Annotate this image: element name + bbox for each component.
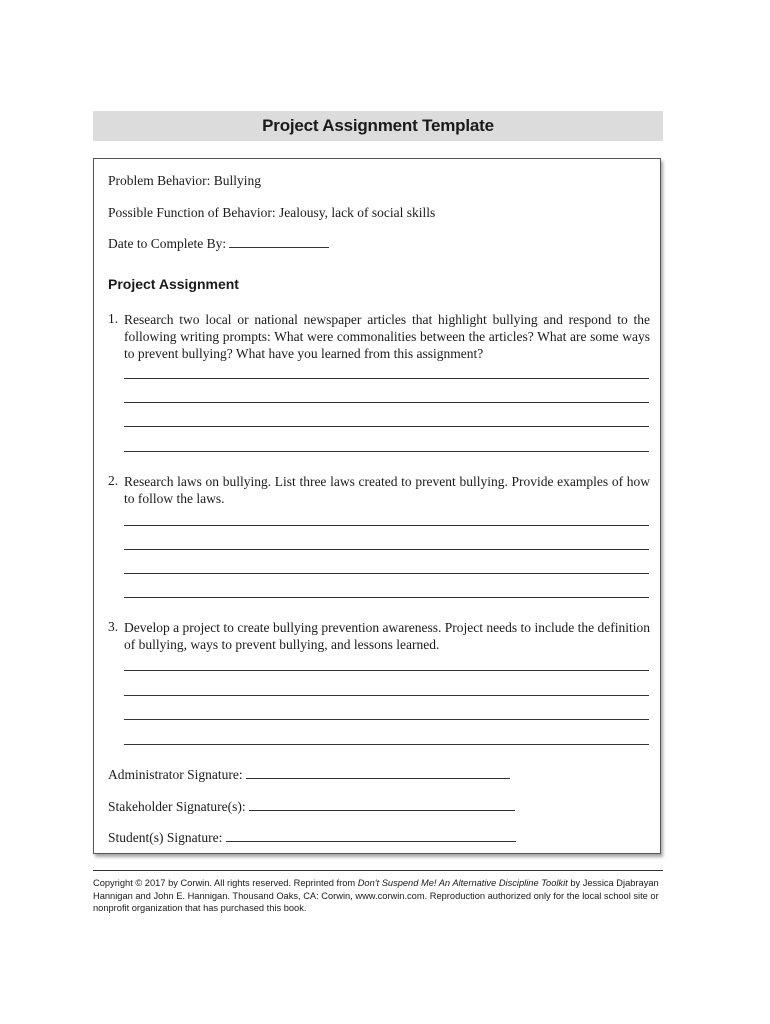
student-signature-blank[interactable] [226, 830, 516, 842]
item-text: Research laws on bullying. List three laws created to prevent bullying. Provide examples of how to follow the laws. [124, 474, 650, 506]
answer-line[interactable] [124, 670, 649, 671]
possible-function-text: Possible Function of Behavior: Jealousy, lack of social skills [108, 205, 436, 220]
date-blank[interactable] [229, 236, 329, 248]
item-number: 3. [108, 619, 119, 634]
date-field [108, 236, 329, 252]
form-box [93, 158, 661, 854]
item-number: 2. [108, 473, 119, 488]
administrator-signature-blank[interactable] [246, 767, 510, 779]
answer-line[interactable] [124, 426, 649, 427]
item-number: 1. [108, 311, 119, 326]
page-title: Project Assignment Template [262, 116, 494, 135]
item-text: Research two local or national newspaper articles that highlight bullying and respond to the following writing prompts: What were commonalities between the articles? What are some ways to prevent bullying? What have you learned from this assignment? [124, 312, 650, 361]
possible-function-field [108, 205, 435, 221]
answer-line[interactable] [124, 597, 649, 598]
student-signature-label: Student(s) Signature: [108, 830, 223, 845]
assignment-item-3 [108, 619, 650, 653]
footer-book-title: Don't Suspend Me! An Alternative Discipline Toolkit [357, 878, 568, 888]
answer-line[interactable] [124, 744, 649, 745]
problem-behavior-text: Problem Behavior: Bullying [108, 173, 261, 188]
answer-line[interactable] [124, 549, 649, 550]
answer-line[interactable] [124, 525, 649, 526]
answer-line[interactable] [124, 451, 649, 452]
administrator-signature-label: Administrator Signature: [108, 767, 243, 782]
administrator-signature [108, 767, 510, 783]
answer-line[interactable] [124, 402, 649, 403]
stakeholder-signature-blank[interactable] [249, 799, 515, 811]
answer-line[interactable] [124, 573, 649, 574]
problem-behavior-field [108, 173, 261, 189]
item-text: Develop a project to create bullying prevention awareness. Project needs to include the definition of bullying, ways to prevent bullying, and lessons learned. [124, 620, 650, 652]
title-bar [93, 111, 663, 141]
assignment-item-1 [108, 311, 650, 362]
copyright-footer [93, 877, 668, 915]
answer-line[interactable] [124, 695, 649, 696]
stakeholder-signature-label: Stakeholder Signature(s): [108, 799, 246, 814]
footer-text-after: by Jessica Djabrayan Hannigan and John E. Hannigan. Thousand Oaks, CA: Corwin, www.corwin.com. Reproduction authorized only for the local school site or nonprofit organization that has purchased this book. [93, 878, 659, 913]
answer-line[interactable] [124, 378, 649, 379]
section-heading: Project Assignment [108, 276, 239, 292]
footer-divider [93, 870, 663, 871]
answer-line[interactable] [124, 719, 649, 720]
footer-text-before: Copyright © 2017 by Corwin. All rights reserved. Reprinted from [93, 878, 358, 888]
stakeholder-signature [108, 799, 515, 815]
assignment-item-2 [108, 473, 650, 507]
date-label: Date to Complete By: [108, 236, 227, 251]
student-signature [108, 830, 516, 846]
